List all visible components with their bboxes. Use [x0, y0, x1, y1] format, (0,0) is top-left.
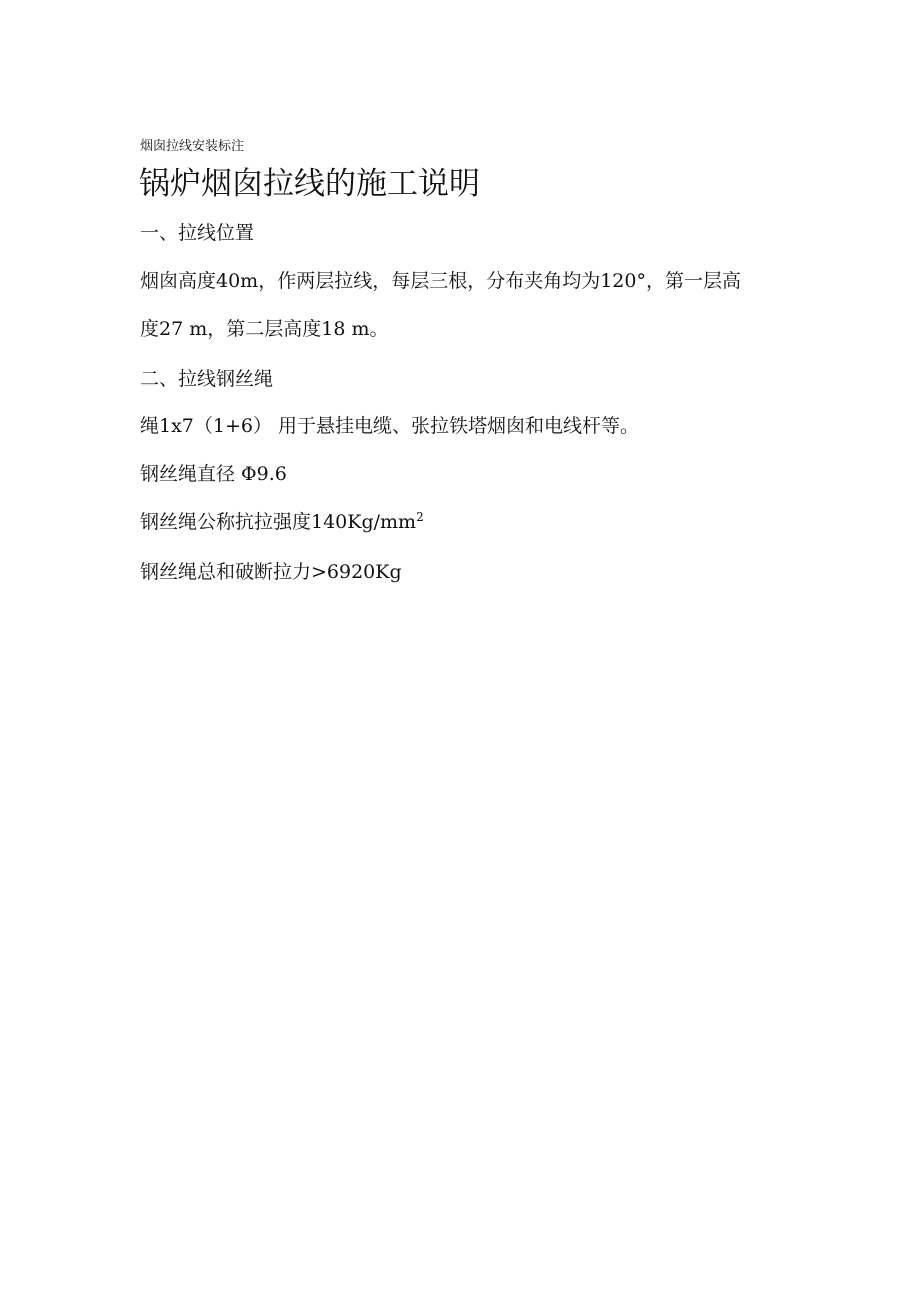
- wire-rope-tensile-strength: [140, 509, 424, 535]
- wire-rope-breaking-force: 钢丝绳总和破断拉力>6920Kg: [140, 561, 402, 583]
- section-heading-wire-rope: 二、拉线钢丝绳: [140, 368, 274, 390]
- wire-rope-diameter: 钢丝绳直径 Φ9.6: [140, 463, 287, 485]
- header-note: 烟囱拉线安装标注: [140, 139, 245, 154]
- tensile-strength-text: 钢丝绳公称抗拉强度140Kg/mm: [140, 511, 417, 533]
- wire-rope-spec-usage: 绳1x7（1+6） 用于悬挂电缆、张拉铁塔烟囱和电线杆等。: [140, 415, 640, 437]
- section-heading-position: 一、拉线位置: [140, 222, 255, 244]
- position-paragraph-line-1: 烟囱高度40m，作两层拉线，每层三根，分布夹角均为120°，第一层高: [140, 270, 741, 292]
- document-title: 锅炉烟囱拉线的施工说明: [139, 166, 480, 202]
- unit-superscript: 2: [416, 510, 424, 524]
- position-paragraph-line-2: 度27 m，第二层高度18 m。: [140, 318, 389, 340]
